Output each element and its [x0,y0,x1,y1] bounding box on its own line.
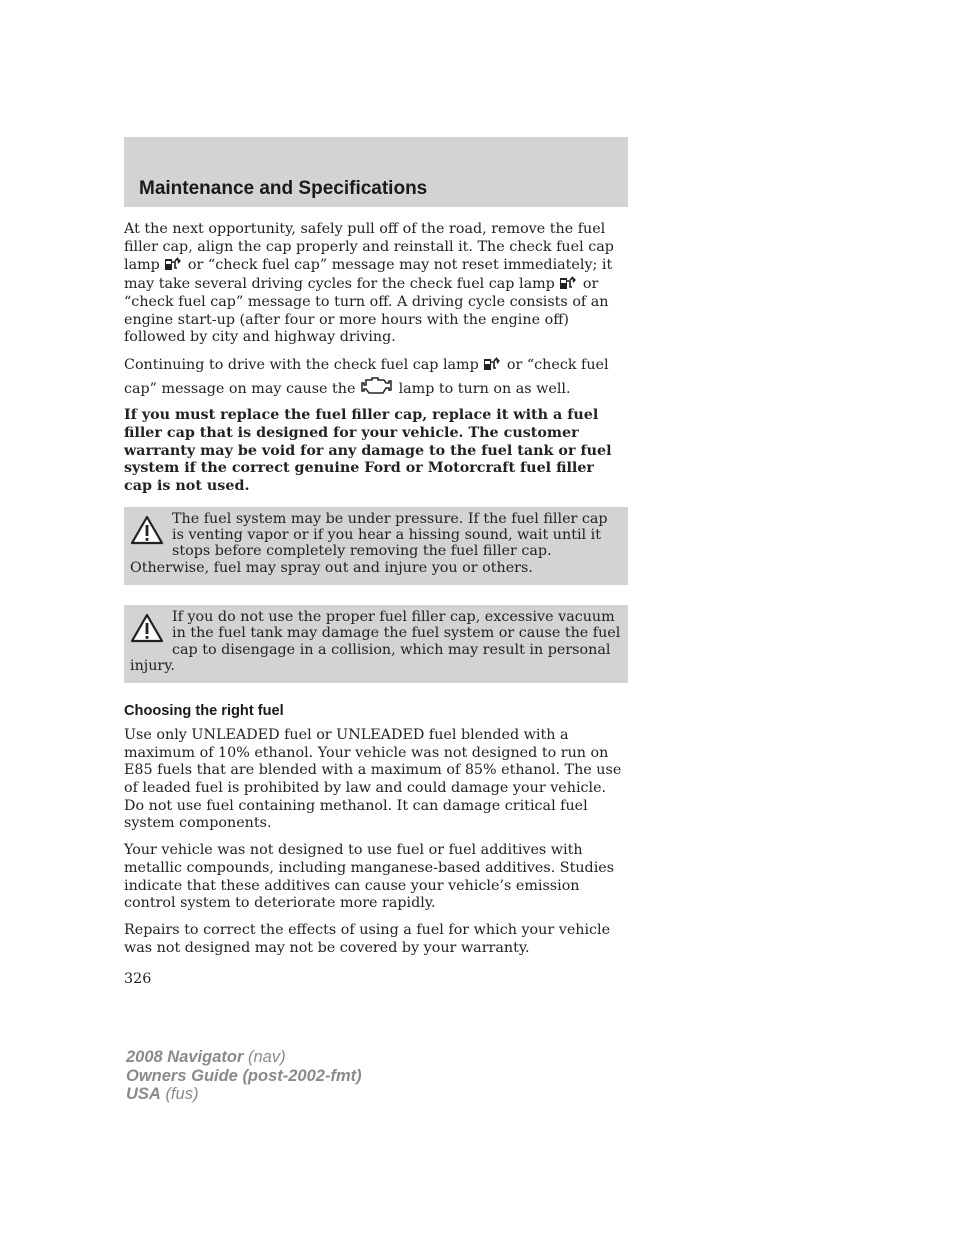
warning-box [124,507,628,585]
paragraph: Use only UNLEADED fuel or UNLEADED fuel blended with a maximum of 10% ethanol. Your vehicle was not designed to run on E85 fuels that are blended with a maximum of 85% ethanol. The use of leaded fuel is prohibited by law and could damage your vehicle. Do not use fuel containing methanol. It can damage critical fuel system components. [124,726,622,832]
warning-text: The fuel system may be under pressure. If the fuel filler cap is venting vapor or if you hear a hissing sound, wait until it stops before completely removing the fuel filler cap. Otherwise, fuel may spray out and injure you or others. [130,510,608,576]
warning-text: If you do not use the proper fuel filler cap, excessive vacuum in the fuel tank may damage the fuel system or cause the fuel cap to disengage in a collision, which may result in personal injury. [130,609,621,674]
document-footer [126,1048,362,1104]
footer-line: USA (fus) [126,1085,199,1103]
section-header [124,137,628,207]
paragraph: Repairs to correct the effects of using a fuel for which your vehicle was not designed may not be covered by your warranty. [124,921,611,956]
check-fuel-cap-icon [483,356,502,371]
paragraph: Your vehicle was not designed to use fuel or fuel additives with metallic compounds, including manganese-based additives. Studies indicate that these additives can cause your vehicle’s emission control system to deteriorate more rapidly. [124,842,615,912]
check-fuel-cap-icon [164,256,183,271]
page-number: 326 [124,971,152,988]
check-engine-icon [360,375,394,395]
warning-triangle-icon [130,613,164,643]
page-title: Maintenance and Specifications [139,178,428,199]
paragraph-continuing: Continuing to drive with the check fuel cap lamp or “check fuel cap” message on may cause the lamp to turn on as well. [124,356,609,397]
warning-triangle-icon [130,515,164,545]
footer-line: Owners Guide (post-2002-fmt) [126,1066,362,1085]
paragraph-replace-cap-notice: If you must replace the fuel filler cap, replace it with a fuel filler cap that is designed for your vehicle. The customer warranty may be void for any damage to the fuel tank or fuel system if the correct genuine Ford or Motorcraft fuel filler cap is not used. [124,407,612,495]
warning-box [124,605,628,683]
footer-line: 2008 Navigator (nav) [126,1048,286,1066]
page-content [124,221,624,989]
section-heading: Choosing the right fuel [124,703,284,720]
paragraph-check-fuel-cap: At the next opportunity, safely pull off of the road, remove the fuel filler cap, align the cap properly and reinstall it. The check fuel cap lamp or “check fuel cap” message may not reset immediately; it may take several driving cycles for the check fuel cap lamp or “check fuel cap” message to turn off. A driving cycle consists of an engine start-up (after four or more hours with the engine off) followed by city and highway driving. [124,221,614,346]
check-fuel-cap-icon [559,275,578,290]
